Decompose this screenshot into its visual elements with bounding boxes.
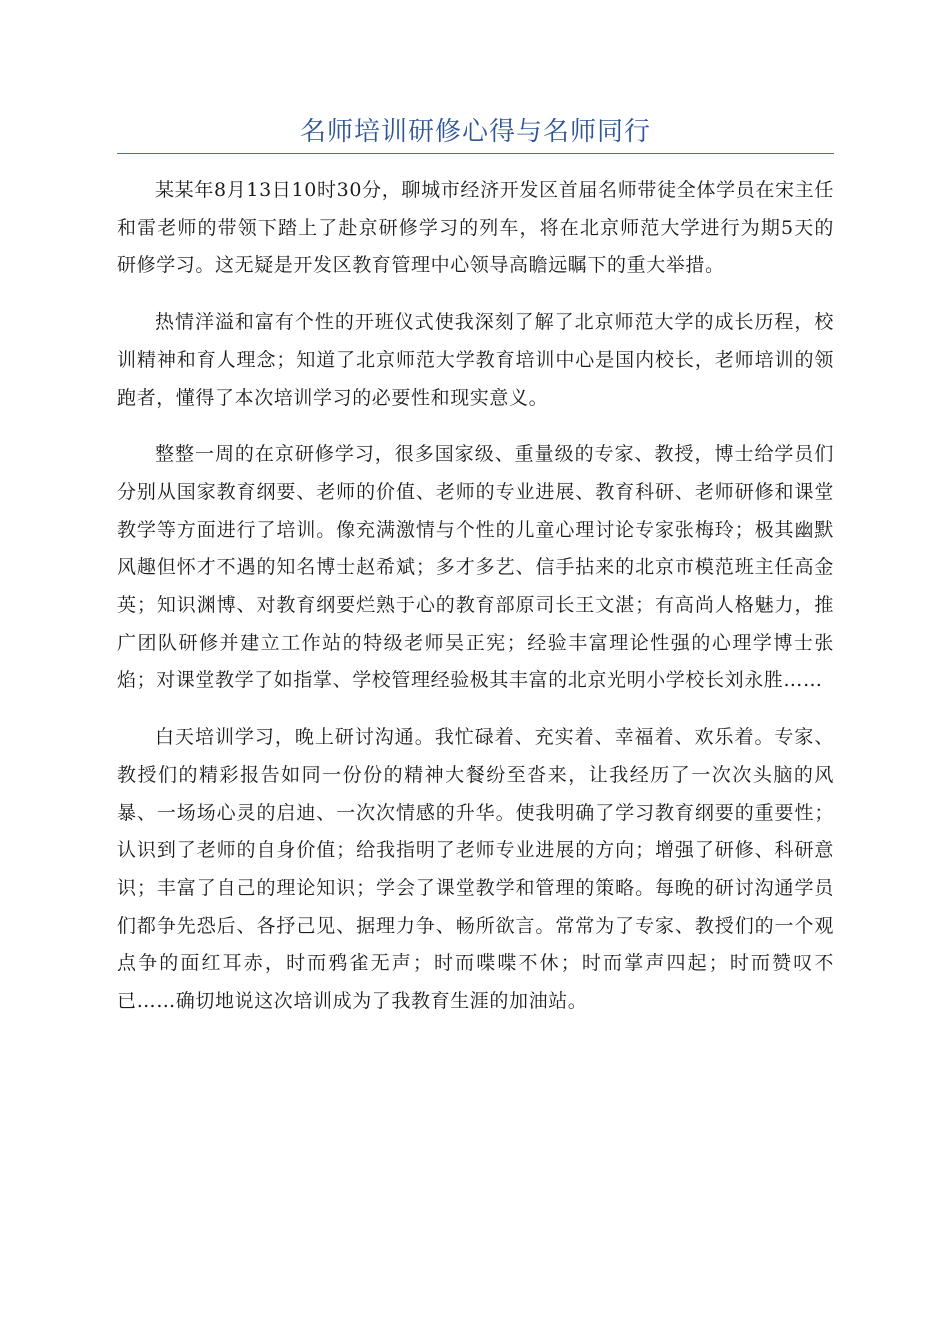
title-underline — [117, 153, 834, 154]
document-title: 名师培训研修心得与名师同行 — [299, 117, 651, 147]
document-body — [117, 172, 834, 1040]
paragraph-1: 某某年8月13日10时30分，聊城市经济开发区首届名师带徒全体学员在宋主任和雷老师的带领下踏上了赴京研修学习的列车，将在北京师范大学进行为期5天的研修学习。这无疑是开发区教育管理中心领导高瞻远瞩下的重大举措。 — [117, 179, 834, 277]
paragraph-4: 白天培训学习，晚上研讨沟通。我忙碌着、充实着、幸福着、欢乐着。专家、教授们的精彩报告如同一份份的精神大餐纷至沓来，让我经历了一次次头脑的风暴、一场场心灵的启迪、一次次情感的升华。使我明确了学习教育纲要的重要性；认识到了老师的自身价值；给我指明了老师专业进展的方向；增强了研修、科研意识；丰富了自己的理论知识；学会了课堂教学和管理的策略。每晚的研讨沟通学员们都争先恐后、各抒己见、据理力争、畅所欲言。常常为了专家、教授们的一个观点争的面红耳赤，时而鸦雀无声；时而喋喋不休；时而掌声四起；时而赞叹不已……确切地说这次培训成为了我教育生涯的加油站。 — [117, 726, 834, 1013]
paragraph-3: 整整一周的在京研修学习，很多国家级、重量级的专家、教授，博士给学员们分别从国家教育纲要、老师的价值、老师的专业进展、教育科研、老师研修和课堂教学等方面进行了培训。像充满激情与个性的儿童心理讨论专家张梅玲；极其幽默风趣但怀才不遇的知名博士赵希斌；多才多艺、信手拈来的北京市模范班主任高金英；知识渊博、对教育纲要烂熟于心的教育部原司长王文湛；有高尚人格魅力，推广团队研修并建立工作站的特级老师吴正宪；经验丰富理论性强的心理学博士张焰；对课堂教学了如指掌、学校管理经验极其丰富的北京光明小学校长刘永胜…… — [117, 443, 834, 692]
paragraph-2: 热情洋溢和富有个性的开班仪式使我深刻了解了北京师范大学的成长历程，校训精神和育人理念；知道了北京师范大学教育培训中心是国内校长，老师培训的领跑者，懂得了本次培训学习的必要性和现实意义。 — [117, 311, 834, 409]
